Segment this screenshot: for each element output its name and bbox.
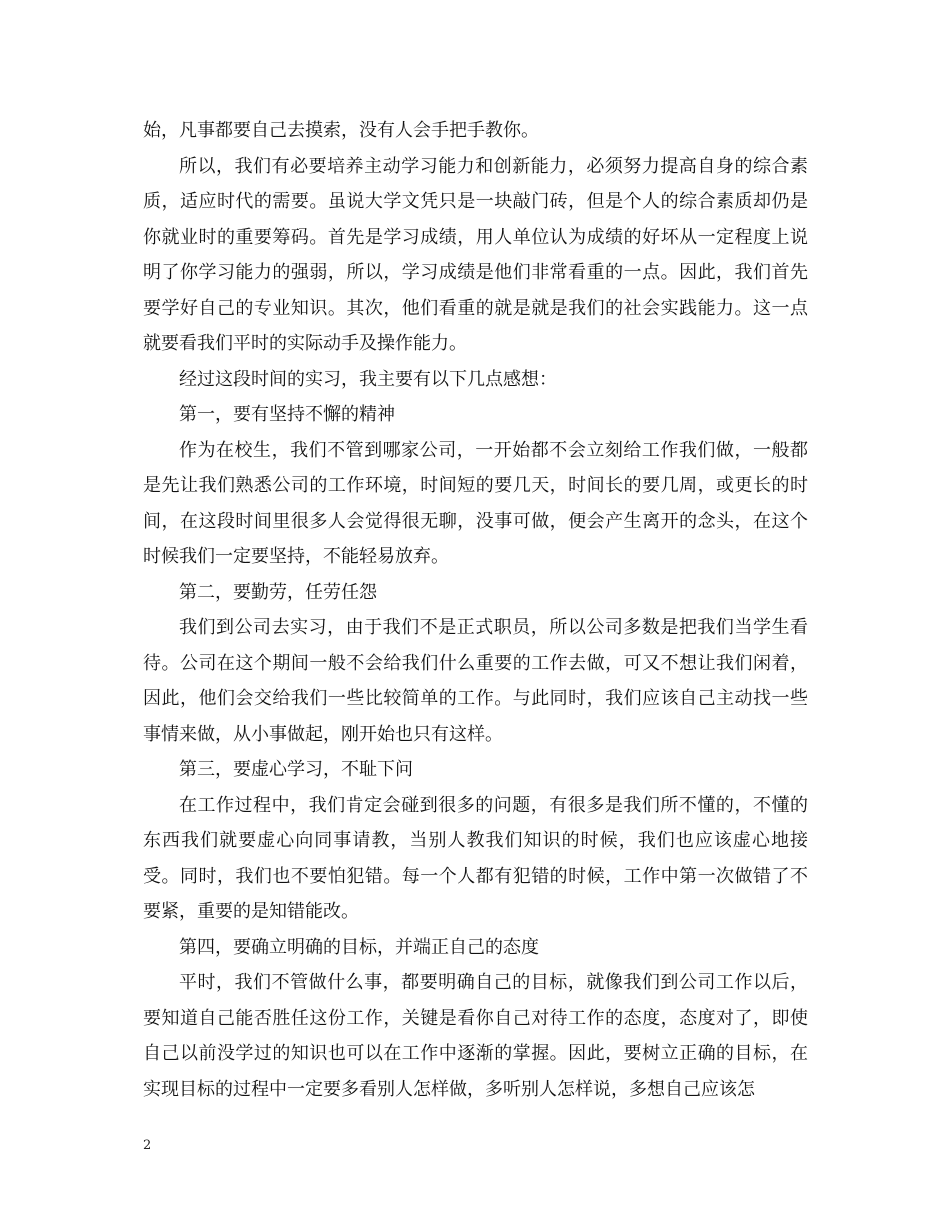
paragraph-continuation: 始，凡事都要自己去摸索，没有人会手把手教你。 xyxy=(143,120,539,141)
heading-point-two: 第二，要勤劳，任劳任怨 xyxy=(179,581,377,603)
heading-point-three: 第三，要虚心学习，不耻下问 xyxy=(179,759,413,780)
paragraph-point-four: 平时，我们不管做什么事，都要明确自己的目标，就像我们到公司工作以后，要知道自己能否胜任这份工作，关键是看你自己对待工作的态度，态度对了，即使自己以前没学过的知识也可以在工作中逐渐的掌握。因此，要树立正确的目标，在实现目标的过程中一定要多看别人怎样做，多听别人怎样说，多想自己应该怎 xyxy=(143,972,808,1100)
paragraph-point-three: 在工作过程中，我们肯定会碰到很多的问题，有很多是我们所不懂的，不懂的东西我们就要虚心向同事请教，当别人教我们知识的时候，我们也应该虚心地接受。同时，我们也不要怕犯错。每一个人都有犯错的时候，工作中第一次做错了不要紧，重要的是知错能改。 xyxy=(143,794,808,922)
paragraph-comprehensive-quality: 所以，我们有必要培养主动学习能力和创新能力，必须努力提高自身的综合素质，适应时代的需要。虽说大学文凭只是一块敲门砖，但是个人的综合素质却仍是你就业时的重要筹码。首先是学习成绩，用人单位认为成绩的好坏从一定程度上说明了你学习能力的强弱，所以，学习成绩是他们非常看重的一点。因此，我们首先要学好自己的专业知识。其次，他们看重的就是就是我们的社会实践能力。这一点就要看我们平时的实际动手及操作能力。 xyxy=(143,155,808,354)
body-text xyxy=(143,113,808,1107)
heading-point-one: 第一，要有坚持不懈的精神 xyxy=(179,404,395,425)
paragraph-point-two: 我们到公司去实习，由于我们不是正式职员，所以公司多数是把我们当学生看待。公司在这个期间一般不会给我们什么重要的工作去做，可又不想让我们闲着，因此，他们会交给我们一些比较简单的工作。与此同时，我们应该自己主动找一些事情来做，从小事做起，刚开始也只有这样。 xyxy=(143,617,808,745)
page-number: 2 xyxy=(143,1138,152,1153)
paragraph-reflections-intro: 经过这段时间的实习，我主要有以下几点感想： xyxy=(179,368,557,390)
heading-point-four: 第四，要确立明确的目标，并端正自己的态度 xyxy=(179,936,539,958)
paragraph-point-one: 作为在校生，我们不管到哪家公司，一开始都不会立刻给工作我们做，一般都是先让我们熟悉公司的工作环境，时间短的要几天，时间长的要几周，或更长的时间，在这段时间里很多人会觉得很无聊，没事可做，便会产生离开的念头，在这个时候我们一定要坚持，不能轻易放弃。 xyxy=(143,439,808,567)
